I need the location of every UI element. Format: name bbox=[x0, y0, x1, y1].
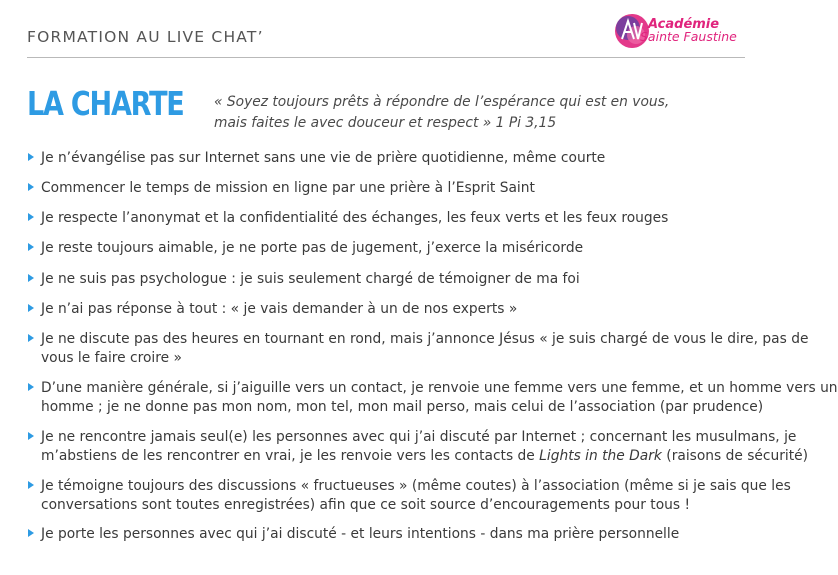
list-item-text: Je ne suis pas psychologue : je suis seulement chargé de témoigner de ma foi bbox=[41, 271, 580, 287]
list-item-text-line2 bbox=[41, 447, 809, 466]
list-item-text: Je témoigne toujours des discussions « fructueuses » (même coutes) à l’association (même si je sais que les bbox=[41, 478, 791, 494]
list-item-text: conversations sont toutes enregistrées) afin que ce soit source d’encouragements pour tous ! bbox=[41, 497, 691, 513]
header-title: FORMATION AU LIVE CHAT’ bbox=[27, 28, 264, 46]
bullet-arrow-icon bbox=[28, 304, 34, 312]
bullet-arrow-icon bbox=[28, 243, 34, 251]
bullet-arrow-icon bbox=[28, 274, 34, 282]
list-item-text: Je reste toujours aimable, je ne porte pas de jugement, j’exerce la miséricorde bbox=[41, 240, 584, 256]
page-title: LA CHARTE bbox=[27, 84, 184, 123]
quote-line-1: « Soyez toujours prêts à répondre de l’espérance qui est en vous, bbox=[214, 94, 670, 110]
list-item-text: Je ne rencontre jamais seul(e) les personnes avec qui j’ai discuté par Internet ; concernant les musulmans, je bbox=[41, 429, 797, 445]
bullet-arrow-icon bbox=[28, 481, 34, 489]
list-item-text: Je porte les personnes avec qui j’ai discuté - et leurs intentions - dans ma prière personnelle bbox=[41, 526, 680, 542]
text-segment: m’abstiens de les rencontrer en vrai, je les renvoie vers les contacts de bbox=[41, 448, 540, 464]
list-item-text: vous le faire croire » bbox=[41, 350, 182, 366]
academy-logo bbox=[612, 7, 762, 57]
text-segment: (raisons de sécurité) bbox=[661, 448, 809, 464]
quote-line-2: mais faites le avec douceur et respect » 1 Pi 3,15 bbox=[214, 115, 557, 131]
organisation-name: Lights in the Dark bbox=[539, 448, 662, 464]
logo-text-line1: Académie bbox=[648, 17, 720, 32]
list-item-text: homme ; je ne donne pas mon nom, mon tel, mon mail perso, mais celui de l’association (par prudence) bbox=[41, 399, 764, 415]
bullet-arrow-icon bbox=[28, 334, 34, 342]
bullet-arrow-icon bbox=[28, 529, 34, 537]
header-divider bbox=[27, 57, 745, 58]
bullet-arrow-icon bbox=[28, 183, 34, 191]
bible-quote bbox=[214, 92, 714, 134]
logo-text-line2: Sainte Faustine bbox=[640, 29, 737, 44]
list-item-text: Commencer le temps de mission en ligne par une prière à l’Esprit Saint bbox=[41, 180, 535, 196]
list-item-text: Je ne discute pas des heures en tournant en rond, mais j’annonce Jésus « je suis chargé de vous le dire, pas de bbox=[41, 331, 809, 347]
list-item-text: Je respecte l’anonymat et la confidentialité des échanges, les feux verts et les feux rouges bbox=[41, 210, 669, 226]
bullet-arrow-icon bbox=[28, 383, 34, 391]
bullet-arrow-icon bbox=[28, 432, 34, 440]
list-item-text: D’une manière générale, si j’aiguille vers un contact, je renvoie une femme vers une femme, et un homme vers un bbox=[41, 380, 838, 396]
list-item-text: Je n’évangélise pas sur Internet sans une vie de prière quotidienne, même courte bbox=[41, 150, 606, 166]
bullet-arrow-icon bbox=[28, 213, 34, 221]
bullet-arrow-icon bbox=[28, 153, 34, 161]
list-item-text: Je n’ai pas réponse à tout : « je vais demander à un de nos experts » bbox=[41, 301, 518, 317]
